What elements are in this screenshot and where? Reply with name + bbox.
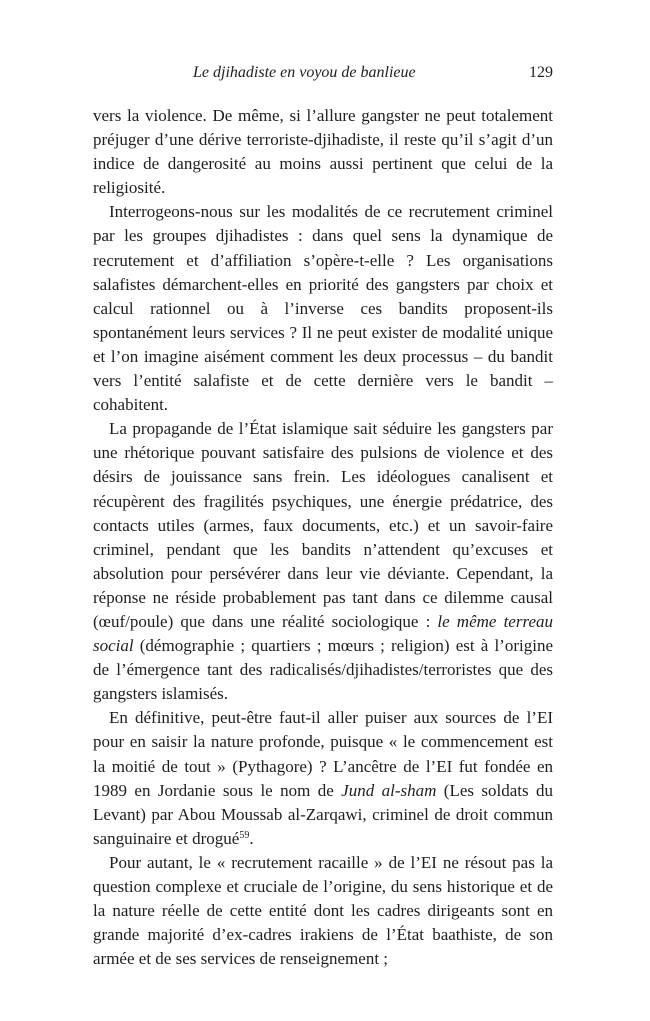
body-text [93,104,553,971]
running-title: Le djihadiste en voyou de banlieue [193,64,416,81]
paragraph-4-emphasis: Jund al-sham [341,780,437,800]
paragraph-1: vers la violence. De même, si l’allure gangster ne peut totalement préjuger d’une dérive terroriste-djihadiste, il reste qu’il s’agit d’un indice de dangerosité au moins aussi pertinent que celui de la religiosité. [93,106,553,198]
paragraph-2: Interrogeons-nous sur les modalités de ce recrutement criminel par les groupes djihadistes : dans quel sens la dynamique de recrutement et d’affiliation s’opère-t-elle ? Les organisations salafistes démarchent-elles en priorité des gangsters par choix et calcul rationnel ou à l’inverse ces bandits proposent-ils spontanément leurs services ? Il ne peut exister de modalité unique et l’on imagine aisément comment les deux processus – du bandit vers l’entité salafiste et de cette dernière vers le bandit – cohabitent. [93,202,553,415]
paragraph-3-text-b: (démographie ; quartiers ; mœurs ; religion) est à l’origine de l’émergence tant des radicalisés/djihadistes/terroristes que des gangsters islamisés. [93,636,553,704]
paragraph-3-text-a: La propagande de l’État islamique sait séduire les gangsters par une rhétorique pouvant satisfaire des pulsions de violence et des désirs de jouissance sans frein. Les idéologues canalisent et récupèrent des fragilités psychiques, une énergie prédatrice, des contacts utiles (armes, faux documents, etc.) et un savoir-faire criminel, pendant que les bandits n’attendent qu’excuses et absolution pour persévérer dans leur vie déviante. Cependant, la réponse ne réside probablement pas tant dans ce dilemme causal (œuf/poule) que dans une réalité sociologique : [93,419,553,631]
paragraph-3 [93,417,553,706]
footnote-reference[interactable]: 59 [239,829,250,841]
paragraph-3-emphasis: le même terreau social [93,611,553,656]
running-header [93,64,553,86]
paragraph-4-text-b: (Les soldats du Levant) par Abou Moussab al-Zarqawi, criminel de droit commun sanguinaire et drogué [93,780,554,848]
paragraph-4-text-c: . [249,828,254,848]
paragraph-5: Pour autant, le « recrutement racaille » de l’EI ne résout pas la question complexe et cruciale de l’origine, du sens historique et de la nature réelle de cette entité dont les cadres dirigeants sont en grande majorité d’ex-cadres irakiens de l’État baathiste, de son armée et de ses services de renseignement ; [93,852,553,969]
paragraph-4 [93,706,553,851]
page-number: 129 [529,64,553,81]
paragraph-4-text-a: En définitive, peut-être faut-il aller puiser aux sources de l’EI pour en saisir la nature profonde, puisque « le commencement est la moitié de tout » (Pythagore) ? L’ancêtre de l’EI fut fondée en 1989 en Jordanie sous le nom de [93,708,553,800]
